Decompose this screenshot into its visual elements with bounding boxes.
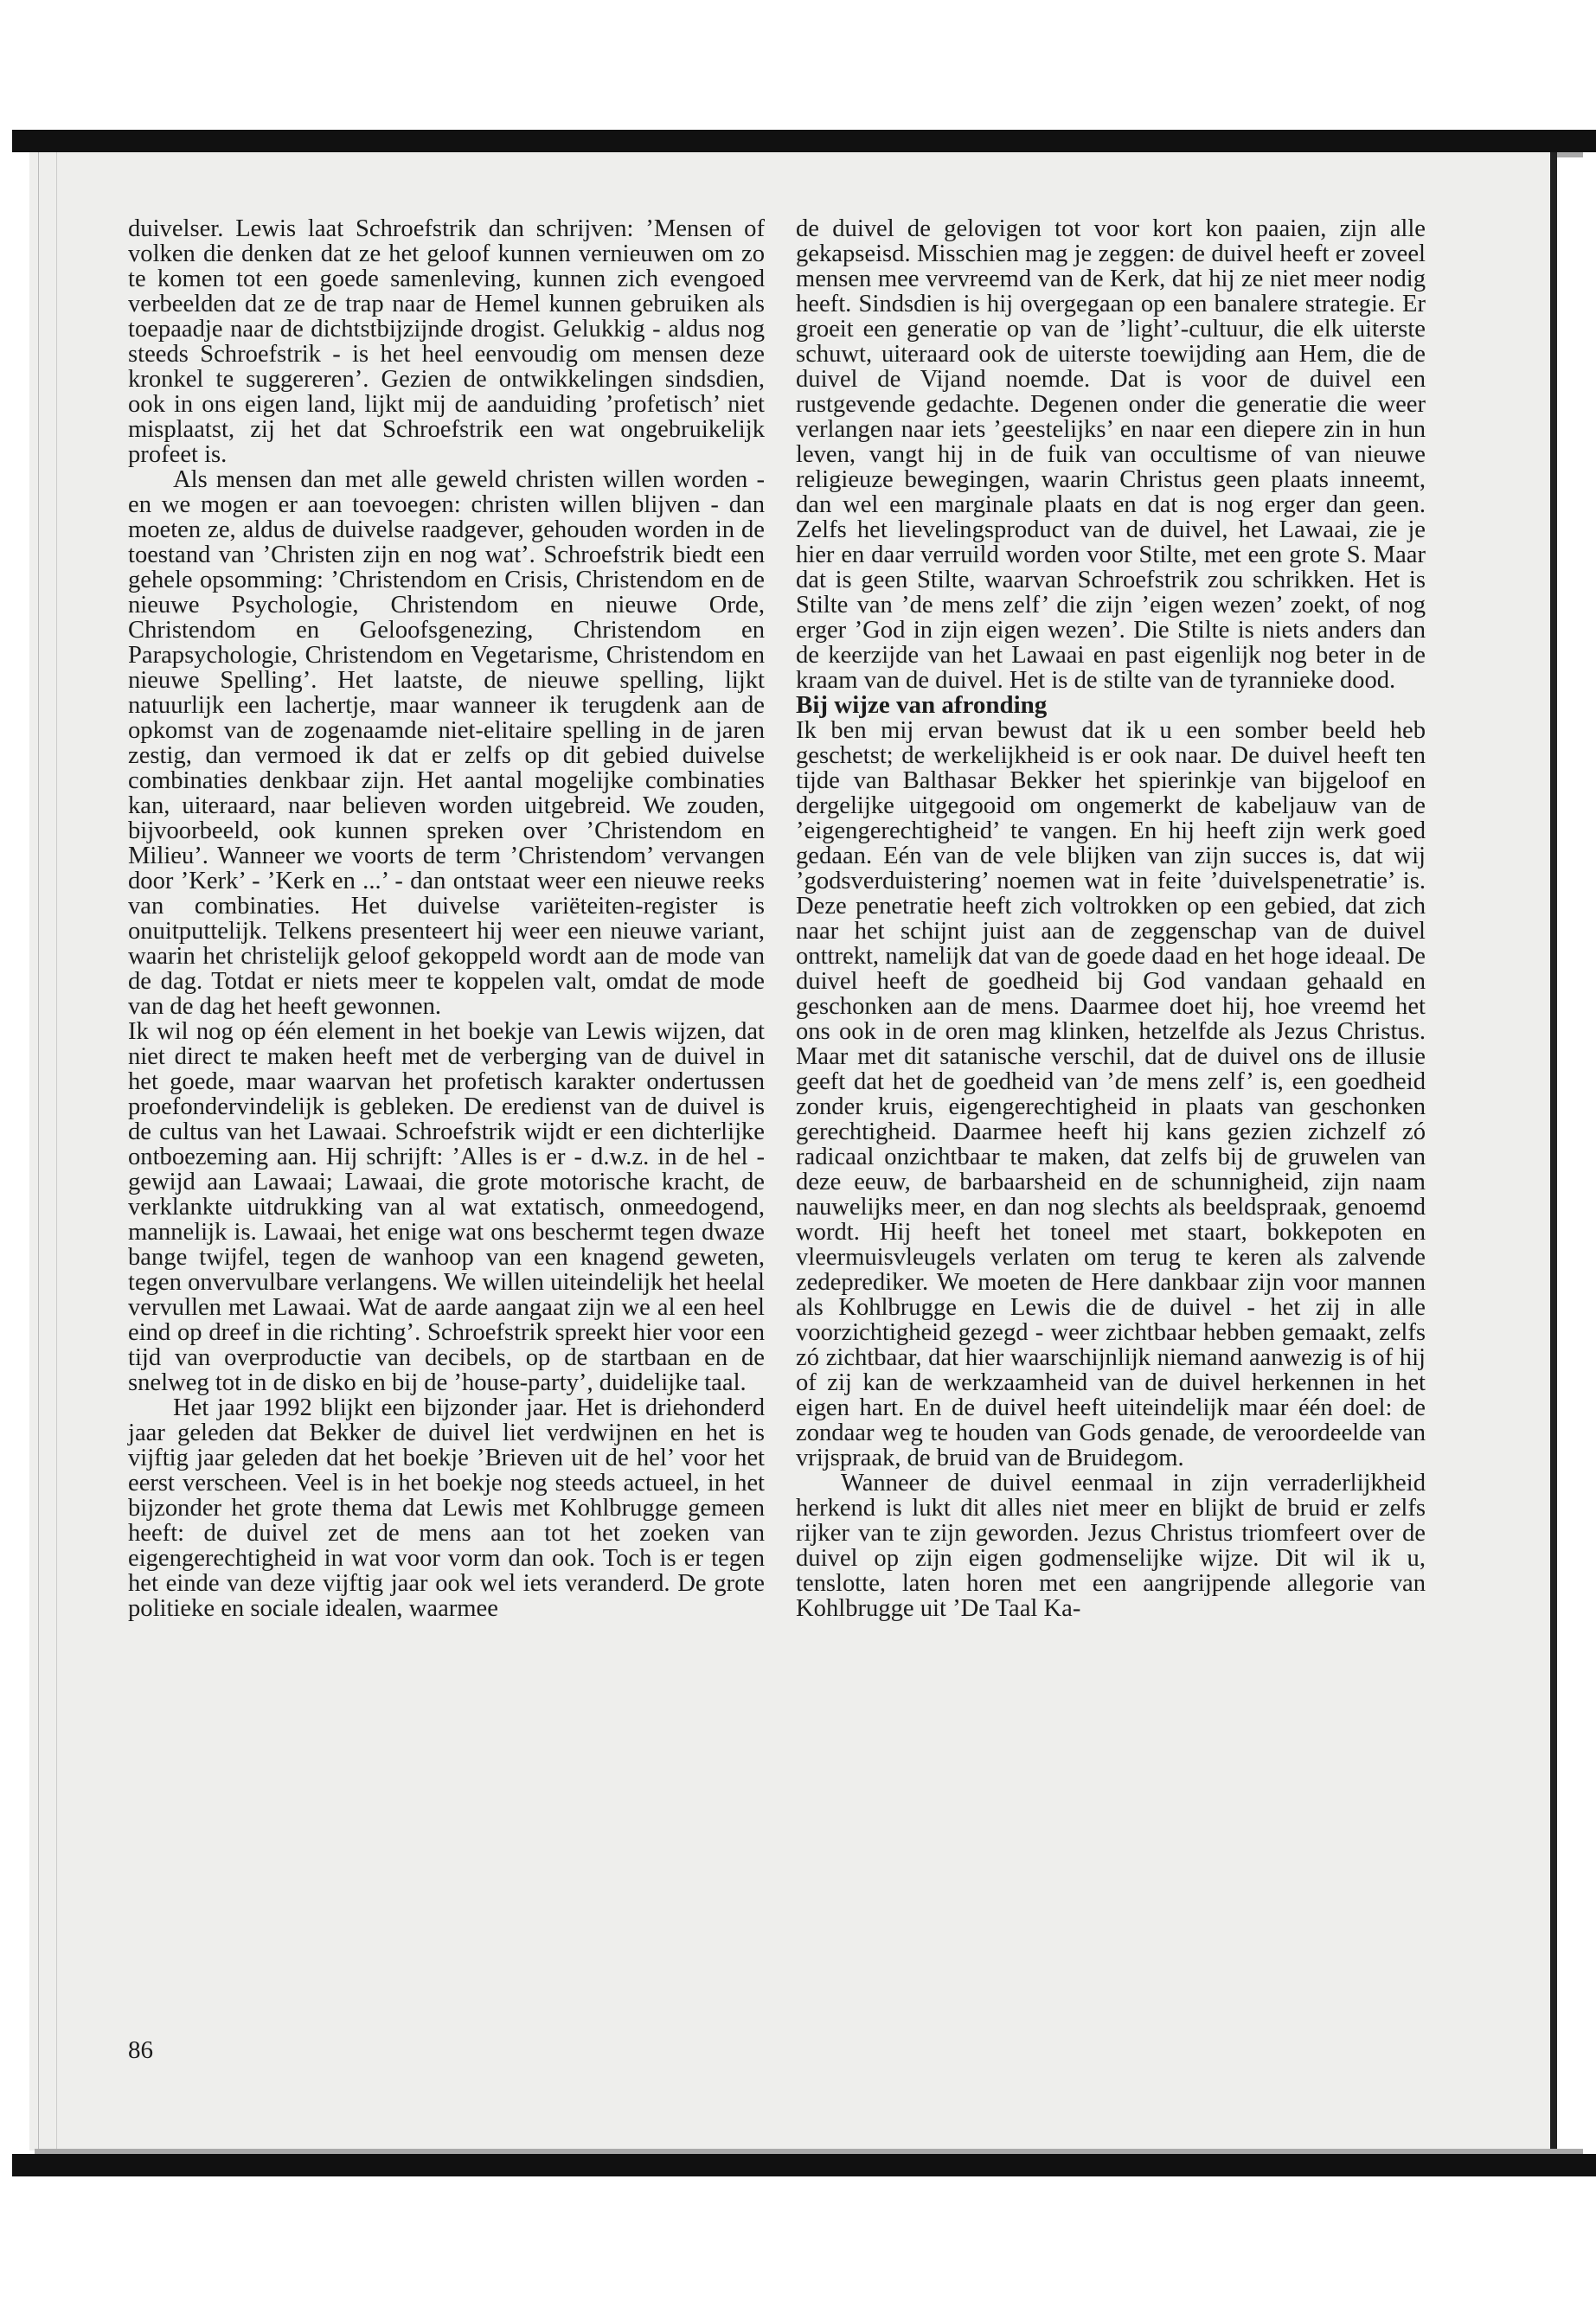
paragraph: Wanneer de duivel eenmaal in zijn verraderlijkheid herkend is lukt dit alles niet meer en blijkt de bruid er zelfs rijker van te zijn geworden. Jezus Christus triomfeert over de duivel op zijn eigen godmenselijke wijze. Dit wil ik u, tenslotte, laten horen met een aangrijpende allegorie van Kohlbrugge uit ’De Taal Ka- [796,1470,1426,1622]
paragraph: Ik wil nog op één element in het boekje van Lewis wijzen, dat niet direct te maken heeft met de verberging van de duivel in het goede, maar waarvan het profetisch karakter ondertussen proefondervindelijk is gebleken. De eredienst van de duivel is de cultus van het Lawaai. Schroefstrik wijdt er een dichterlijke ontboezeming aan. Hij schrijft: ’Alles is er - d.w.z. in de hel - gewijd aan Lawaai; Lawaai, die grote motorische kracht, de verklankte uitdrukking van al wat extatisch, onmeedogend, mannelijk is. Lawaai, het enige wat ons beschermt tegen dwaze bange twijfel, tegen de wanhoop van een knagend geweten, tegen onvervulbare verlangens. We willen uiteindelijk het heelal vervullen met Lawaai. Wat de aarde aangaat zijn we al een heel eind op dreef in die richting’. Schroefstrik spreekt hier voor een tijd van overproductie van decibels, op de startbaan en de snelweg tot in de disko en bij de ’house-party’, duidelijke taal. [128,1018,765,1396]
page-edge-lines [38,152,57,2150]
paragraph: duivelser. Lewis laat Schroefstrik dan schrijven: ’Mensen of volken die denken dat ze het geloof kunnen vernieuwen om zo te komen tot een goede samenleving, kunnen zich evengoed verbeelden dat ze de trap naar de Hemel kunnen gebruiken als toepaadje naar de dichtstbijzijnde drogist. Gelukkig - aldus nog steeds Schroefstrik - is het heel eenvoudig om mensen deze kronkel te suggereren’. Gezien de ontwikkelingen sindsdien, ook in ons eigen land, lijkt mij de aanduiding ’profetisch’ niet misplaatst, zij het dat Schroefstrik een wat ongebruikelijk profeet is. [128,215,765,468]
page-number: 86 [128,2036,153,2064]
scan-border-right [1550,152,1557,2150]
paragraph: Ik ben mij ervan bewust dat ik u een somber beeld heb geschetst; de werkelijkheid is er ook naar. De duivel heeft ten tijde van Balthasar Bekker het spierinkje van bijgeloof en dergelijke uitgegooid om ongemerkt de kabeljauw van de ’eigengerechtigheid’ te vangen. En hij heeft zijn werk goed gedaan. Eén van de vele blijken van zijn succes is, dat wij ’godsverduistering’ noemen wat in feite ’duivelspenetratie’ is. Deze penetratie heeft zich voltrokken op een gebied, dat zich naar het schijnt juist aan de zeggenschap van de duivel onttrekt, namelijk dat van de goede daad en het hoge ideaal. De duivel heeft de goedheid bij God vandaan gehaald en geschonken aan de mens. Daarmee doet hij, hoe vreemd het ons ook in de oren mag klinken, hetzelfde als Jezus Christus. Maar met dit satanische verschil, dat de duivel ons de illusie geeft dat het de goedheid van ’de mens zelf’ is, een goedheid zonder kruis, eigengerechtigheid in plaats van geschonken gerechtigheid. Daarmee heeft hij kans gezien zichzelf zó radicaal onzichtbaar te maken, dat zelfs bij de gruwelen van deze eeuw, de barbaarsheid en de schunnigheid, zijn naam nauwelijks meer, en dan nog slechts als beeldspraak, genoemd wordt. Hij heeft het toneel met staart, bokkepoten en vleermuisvleugels verlaten om terug te keren als zalvende zedeprediker. We moeten de Here dankbaar zijn voor mannen als Kohlbrugge en Lewis die de duivel - het zij in alle voorzichtigheid gezegd - weer zichtbaar hebben gemaakt, zelfs zó zichtbaar, dat hier waarschijnlijk niemand aanwezig is of hij of zij kan de werkzaamheid van de duivel herkennen in het eigen hart. En de duivel heeft uiteindelijk maar één doel: de zondaar weg te houden van Gods genade, de veroordeelde van vrijspraak, de bruid van de Bruidegom. [796,717,1426,1471]
left-column [128,216,765,1621]
section-heading: Bij wijze van afronding [796,691,1048,719]
scan-border-bottom [12,2154,1596,2176]
paragraph: Het jaar 1992 blijkt een bijzonder jaar. Het is driehonderd jaar geleden dat Bekker de duivel liet verdwijnen en het is vijftig jaar geleden dat het boekje ’Brieven uit de hel’ voor het eerst verscheen. Veel is in het boekje nog steeds actueel, in het bijzonder het grote thema dat Lewis met Kohlbrugge gemeen heeft: de duivel zet de mens aan tot het zoeken van eigengerechtigheid in wat voor vorm dan ook. Toch is er tegen het einde van deze vijftig jaar ook wel iets veranderd. De grote politieke en sociale idealen, waarmee [128,1394,765,1622]
right-column [796,216,1426,1621]
paragraph: Als mensen dan met alle geweld christen willen worden - en we mogen er aan toevoegen: christen willen blijven - dan moeten ze, aldus de duivelse raadgever, gehouden worden in de toestand van ’Christen zijn en nog wat’. Schroefstrik biedt een gehele opsomming: ’Christendom en Crisis, Christendom en de nieuwe Psychologie, Christendom en nieuwe Orde, Christendom en Geloofsgenezing, Christendom en Parapsychologie, Christendom en Vegetarisme, Christendom en nieuwe Spelling’. Het laatste, de nieuwe spelling, lijkt natuurlijk een lachertje, maar wanneer ik terugdenk aan de opkomst van de zogenaamde niet-elitaire spelling in de jaren zestig, dan vermoed ik dat er zelfs op dit gebied duivelse combinaties denkbaar zijn. Het aantal mogelijke combinaties kan, uiteraard, naar believen worden uitgebreid. We zouden, bijvoorbeeld, ook kunnen spreken over ’Christendom en Milieu’. Wanneer we voorts de term ’Christendom’ vervangen door ’Kerk’ - ’Kerk en ...’ - dan ontstaat weer een nieuwe reeks van combinaties. Het duivelse variëteiten-register is onuitputtelijk. Telkens presenteert hij weer een nieuwe variant, waarin het christelijk geloof gekoppeld wordt aan de mode van de dag. Totdat er niets meer te koppelen valt, omdat de mode van de dag het heeft gewonnen. [128,466,765,1020]
paragraph: de duivel de gelovigen tot voor kort kon paaien, zijn alle gekapseisd. Misschien mag je zeggen: de duivel heeft er zoveel mensen mee vervreemd van de Kerk, dat hij ze niet meer nodig heeft. Sindsdien is hij overgegaan op een banalere strategie. Er groeit een generatie op van de ’light’-cultuur, die elk uiterste schuwt, uiteraard ook de uiterste toewijding aan Hem, die de duivel de Vijand noemde. Dat is voor de duivel een rustgevende gedachte. Degenen onder die generatie die weer verlangen naar iets ’geestelijks’ en naar een diepere zin in hun leven, vangt hij in de fuik van occultisme of van nieuwe religieuze bewegingen, waarin Christus geen plaats inneemt, dan wel een marginale plaats en dat is nog erger dan geen. Zelfs het lievelingsproduct van de duivel, het Lawaai, zie je hier en daar verruild worden voor Stilte, met een grote S. Maar dat is geen Stilte, waarvan Schroefstrik zou schrikken. Het is Stilte van ’de mens zelf’ die zijn ’eigen wezen’ zoekt, of nog erger ’God in zijn eigen wezen’. Die Stilte is niets anders dan de keerzijde van het Lawaai en past eigenlijk nog beter in de kraam van de duivel. Het is de stilte van de tyrannieke dood. [796,215,1426,694]
scan-border-top [12,130,1596,152]
